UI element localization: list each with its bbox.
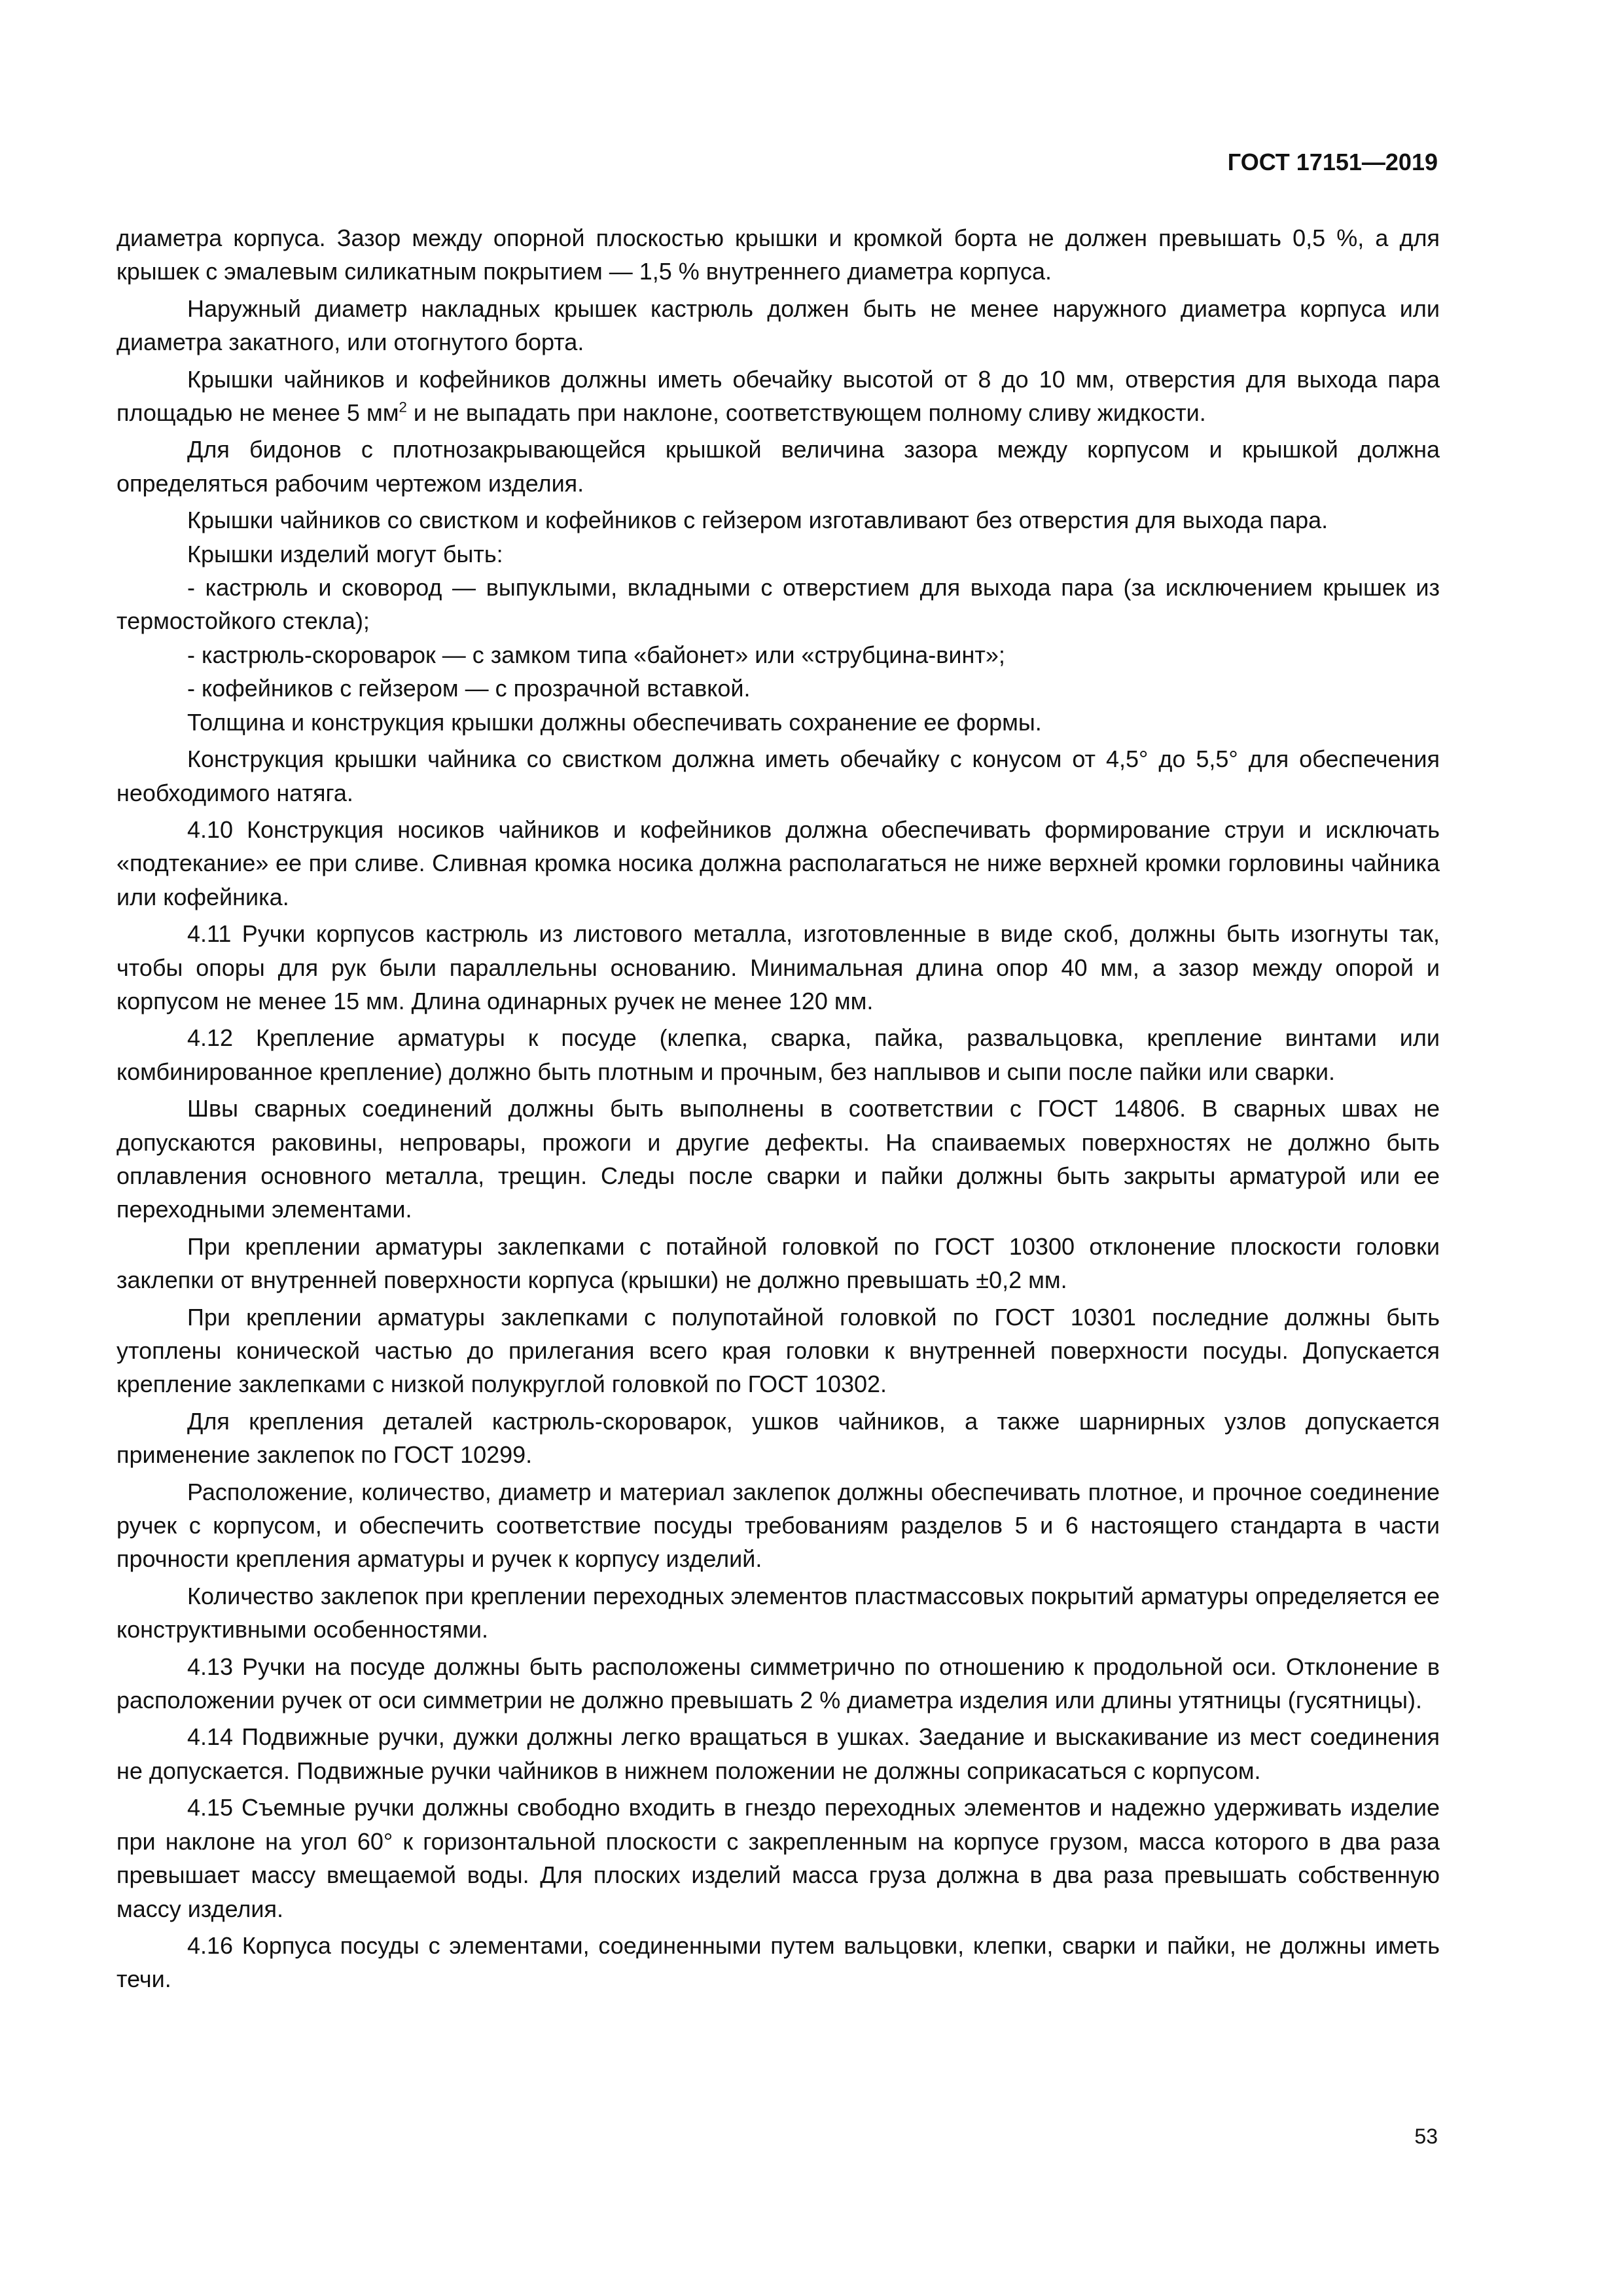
section-4-11: 4.11 Ручки корпусов кастрюль из листового металла, изготовленные в виде скоб, должны быть изогнуты так, чтобы опоры для рук были параллельны основанию. Минимальная длина опор 40 мм, а зазор между опорой и корпусом не менее 15 мм. Длина одинарных ручек не менее 120 мм. (116, 920, 1440, 1014)
paragraph: Крышки чайников со свистком и кофейников с гейзером изготавливают без отверстия для выхода пара. (187, 507, 1329, 534)
paragraph-text: и не выпадать при наклоне, соответствующем полному сливу жидкости. (406, 399, 1206, 427)
paragraph: Для крепления деталей кастрюль-скороварок, ушков чайников, а также шарнирных узлов допускается применение заклепок по ГОСТ 10299. (116, 1407, 1440, 1469)
section-4-12: 4.12 Крепление арматуры к посуде (клепка, сварка, пайка, развальцовка, крепление винтами или комбинированное крепление) должно быть плотным и прочным, без наплывов и сыпи после пайки или сварки. (116, 1024, 1440, 1085)
paragraph: Расположение, количество, диаметр и материал заклепок должны обеспечивать плотное, и прочное соединение ручек с корпусом, и обеспечить соответствие посуды требованиям разделов 5 и 6 настоящего стандарта в части прочности крепления арматуры и ручек к корпусу изделий. (116, 1478, 1440, 1573)
section-4-14: 4.14 Подвижные ручки, дужки должны легко вращаться в ушках. Заедание и выскакивание из мест соединения не допускается. Подвижные ручки чайников в нижнем положении не должны соприкасаться с корпусом. (116, 1723, 1440, 1784)
paragraph: Конструкция крышки чайника со свистком должна иметь обечайку с конусом от 4,5° до 5,5° для обеспечения необходимого натяга. (116, 745, 1440, 806)
paragraph: Крышки изделий могут быть: (187, 540, 503, 567)
section-4-13: 4.13 Ручки на посуде должны быть расположены симметрично по отношению к продольной оси. Отклонение в расположении ручек от оси симметрии не должно превышать 2 % диаметра изделия или длины утятницы (гусятницы). (116, 1653, 1440, 1714)
paragraph: Швы сварных соединений должны быть выполнены в соответствии с ГОСТ 14806. В сварных швах не допускаются раковины, непровары, прожоги и другие дефекты. На спаиваемых поверхностях не должно быть оплавления основного металла, трещин. Следы после сварки и пайки должны быть закрыты арматурой или ее переходными элементами. (116, 1095, 1440, 1223)
paragraph: При креплении арматуры заклепками с полупотайной головкой по ГОСТ 10301 последние должны быть утоплены конической частью до прилегания всего края головки к внутренней поверхности посуды. Допускается крепление заклепками с низкой полукруглой головкой по ГОСТ 10302. (116, 1303, 1440, 1398)
paragraph: Толщина и конструкция крышки должны обеспечивать сохранение ее формы. (187, 708, 1042, 736)
document-header: ГОСТ 17151—2019 (1227, 149, 1438, 175)
page-number: 53 (1414, 2125, 1438, 2148)
list-item: - кофейников с гейзером — с прозрачной вставкой. (187, 675, 751, 702)
section-4-15: 4.15 Съемные ручки должны свободно входить в гнездо переходных элементов и надежно удерживать изделие при наклоне на угол 60° к горизонтальной плоскости с закрепленным на корпусе грузом, масса которого в два раза превышает массу вмещаемой воды. Для плоских изделий масса груза должна в два раза превышать собственную массу изделия. (116, 1794, 1440, 1922)
paragraph: диаметра корпуса. Зазор между опорной плоскостью крышки и кромкой борта не должен превышать 0,5 %, а для крышек с эмалевым силикатным покрытием — 1,5 % внутреннего диаметра корпуса. (116, 224, 1440, 285)
list-item: - кастрюль и сковород — выпуклыми, вкладными с отверстием для выхода пара (за исключением крышек из термостойкого стекла); (116, 574, 1440, 635)
paragraph: Наружный диаметр накладных крышек кастрюль должен быть не менее наружного диаметра корпуса или диаметра закатного, или отогнутого борта. (116, 295, 1440, 356)
section-4-16: 4.16 Корпуса посуды с элементами, соединенными путем вальцовки, клепки, сварки и пайки, не должны иметь течи. (116, 1931, 1440, 1993)
list-item: - кастрюль-скороварок — с замком типа «байонет» или «струбцина-винт»; (187, 641, 1005, 668)
paragraph: Количество заклепок при креплении переходных элементов пластмассовых покрытий арматуры определяется ее конструктивными особенностями. (116, 1582, 1440, 1643)
superscript: 2 (399, 399, 407, 416)
paragraph: При креплении арматуры заклепками с потайной головкой по ГОСТ 10300 отклонение плоскости головки заклепки от внутренней поверхности корпуса (крышки) не должно превышать ±0,2 мм. (116, 1232, 1440, 1294)
section-4-10: 4.10 Конструкция носиков чайников и кофейников должна обеспечивать формирование струи и исключать «подтекание» ее при сливе. Сливная кромка носика должна располагаться не ниже верхней кромки горловины чайника или кофейника. (116, 816, 1440, 910)
paragraph-text: Крышки чайников и кофейников должны иметь обечайку высотой от 8 до 10 мм, отверстия для выхода пара площадью не менее 5 мм (116, 365, 1440, 427)
paragraph: Для бидонов с плотнозакрывающейся крышкой величина зазора между корпусом и крышкой должна определяться рабочим чертежом изделия. (116, 436, 1440, 497)
document-body (116, 221, 1440, 1996)
paragraph (116, 363, 1440, 430)
